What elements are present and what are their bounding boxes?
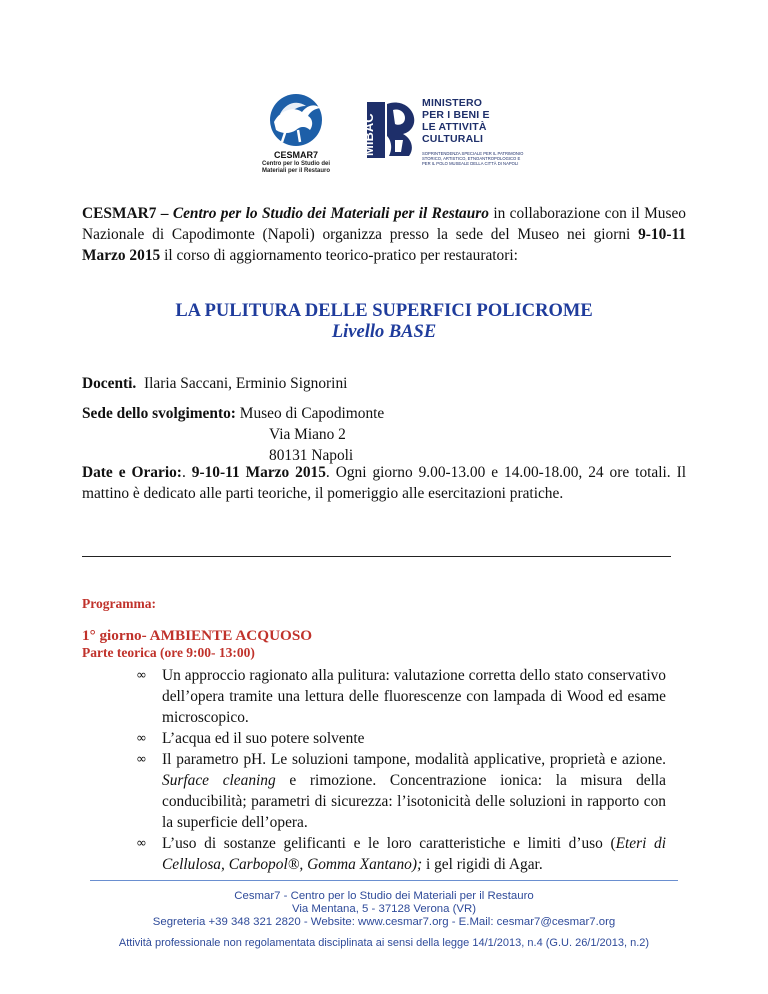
infinity-bullet-icon: ∞: [136, 836, 147, 851]
list-item: ∞ Il parametro pH. Le soluzioni tampone, modalità applicative, proprietà e azione. Surface cleaning e rimozione. Concentrazione ionica: la misura della conducibilità; parametri di sicurezza: l’isotonicità delle soluzioni in rapporto con la superficie dell’opera.: [136, 751, 666, 831]
sede-line-1: Museo di Capodimonte: [239, 405, 385, 422]
docenti-label: Docenti.: [82, 375, 137, 392]
infinity-bullet-icon: ∞: [136, 731, 147, 746]
program-list: [136, 665, 666, 875]
course-title-main: LA PULITURA DELLE SUPERFICI POLICROME: [175, 301, 593, 321]
sede-line-2: Via Miano 2: [269, 426, 346, 443]
list-item: ∞ L’uso di sostanze gelificanti e le loro caratteristiche e limiti d’uso (Eteri di Cellulosa, Carbopol®, Gomma Xantano); i gel rigidi di Agar.: [136, 835, 666, 873]
mibac-emblem-icon: [363, 98, 418, 162]
date-orario-paragraph: Date e Orario:. 9-10-11 Marzo 2015. Ogni giorno 9.00-13.00 e 14.00-18.00, 24 ore totali. Il mattino è dedicato alle parti teoriche, il pomeriggio alle esercitazioni pratiche.: [82, 464, 686, 502]
programma-heading: Programma:: [82, 596, 156, 611]
pegasus-emblem-icon: [250, 92, 342, 152]
mibac-mark: MiBAC: [361, 113, 376, 156]
org-acronym: CESMAR7 –: [82, 205, 169, 222]
footer-contacts: Segreteria +39 348 321 2820 - Website: www.cesmar7.org - E.Mail: cesmar7@cesmar7.org: [152, 916, 616, 928]
infinity-bullet-icon: ∞: [136, 668, 147, 683]
org-full-name: Centro per lo Studio dei Materiali per il Restauro: [172, 205, 489, 222]
cesmar7-name: CESMAR7: [273, 150, 318, 160]
footer-address: Via Mentana, 5 - 37128 Verona (VR): [291, 903, 477, 915]
course-dates: 9-10-11 Marzo 2015: [82, 226, 686, 264]
cesmar7-logo: [250, 92, 342, 174]
list-item: ∞ Un approccio ragionato alla pulitura: valutazione corretta dello stato conservativo dell’opera tramite una lettura delle fluorescenze con lampada di Wood ed esame microscopico.: [136, 667, 666, 726]
day1-heading: 1° giorno- AMBIENTE ACQUOSO: [82, 627, 313, 644]
sede-block: [82, 403, 686, 466]
footer-divider: [90, 880, 678, 881]
footer-org: Cesmar7 - Centro per lo Studio dei Materiali per il Restauro: [234, 890, 534, 902]
sede-label: Sede dello svolgimento:: [82, 405, 236, 422]
course-title-level: Livello BASE: [331, 322, 437, 342]
docenti-line: [82, 373, 686, 394]
mibac-soprintendenza: SOPRINTENDENZA SPECIALE PER IL PATRIMONIO STORICO, ARTISTICO, ETNOANTROPOLOGICO E PER IL POLO MUSEALE DELLA CITTÀ DI NAPOLI: [422, 151, 524, 166]
cesmar7-subtitle: Centro per lo Studio dei Materiali per il Restauro: [261, 161, 331, 174]
sede-line-3: 80131 Napoli: [269, 447, 354, 464]
date-orario-label: Date e Orario:: [82, 464, 182, 481]
course-title: [82, 301, 686, 343]
intro-text-2: il corso di aggiornamento teorico-pratico per restauratori:: [164, 247, 518, 264]
list-item: ∞ L’acqua ed il suo potere solvente: [136, 730, 365, 747]
mibac-title: MINISTERO PER I BENI E LE ATTIVITÀ CULTURALI: [422, 97, 490, 145]
section-divider: [82, 556, 671, 557]
theory-part-heading: Parte teorica (ore 9:00- 13:00): [82, 645, 255, 660]
date-orario-dates: 9-10-11 Marzo 2015: [191, 464, 326, 481]
intro-paragraph: [82, 203, 686, 266]
intro-text-1: in collaborazione con il Museo Nazionale di Capodimonte (Napoli) organizza presso la sede del Museo nei giorni: [82, 205, 686, 243]
infinity-bullet-icon: ∞: [136, 752, 147, 767]
date-orario-text: . Ogni giorno 9.00-13.00 e 14.00-18.00, 24 ore totali. Il mattino è dedicato alle parti teoriche, il pomeriggio alle esercitazioni pratiche.: [82, 464, 686, 502]
footer-legal-note: Attività professionale non regolamentata disciplinata ai sensi della legge 14/1/2013, n.4 (G.U. 26/1/2013, n.2): [118, 937, 650, 949]
mibac-logo: [361, 96, 524, 178]
header-logos: [250, 92, 524, 182]
docenti-value: Ilaria Saccani, Erminio Signorini: [143, 375, 348, 392]
